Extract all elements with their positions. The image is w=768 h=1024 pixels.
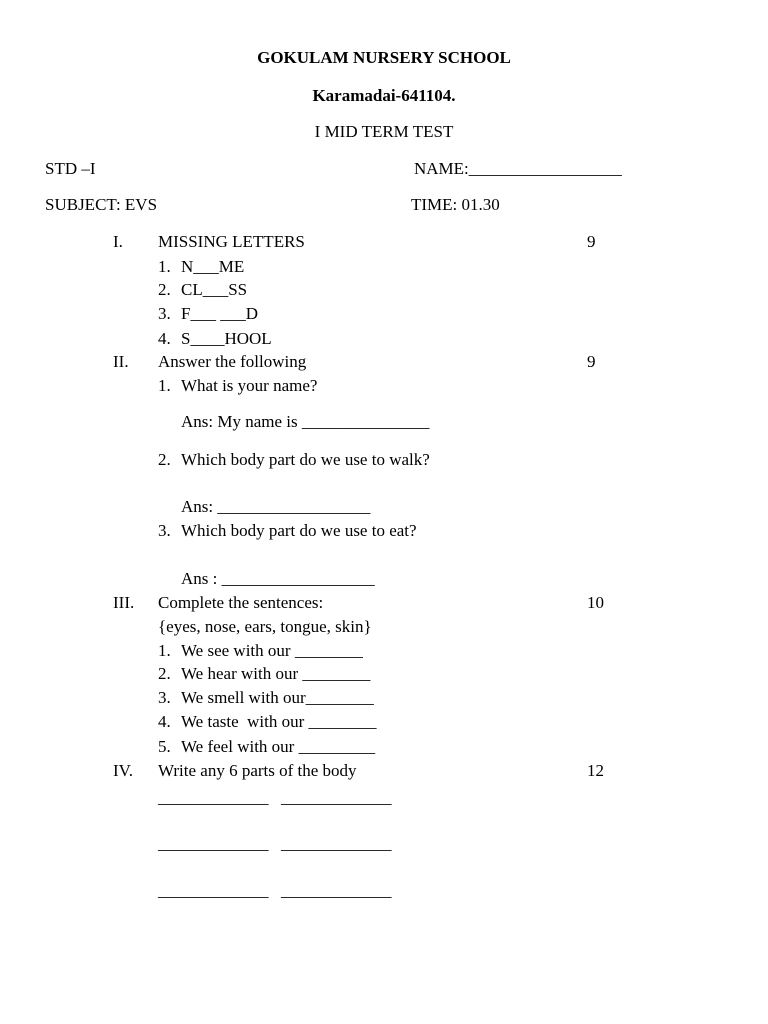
question-number: 2. <box>158 280 171 299</box>
missing-letter-item: F___ ___D <box>181 304 258 323</box>
section-1-numeral: I. <box>113 232 123 251</box>
question-number: 4. <box>158 712 171 731</box>
question-number: 3. <box>158 521 171 540</box>
school-name: GOKULAM NURSERY SCHOOL <box>257 48 511 67</box>
question-number: 2. <box>158 664 171 683</box>
school-address: Karamadai-641104. <box>312 86 456 105</box>
question-number: 3. <box>158 688 171 707</box>
section-3-numeral: III. <box>113 593 135 612</box>
blank-line: _____________ <box>281 881 392 900</box>
missing-letter-item: S____HOOL <box>181 329 272 348</box>
blank-line: _____________ <box>158 788 269 807</box>
name-field: NAME:__________________ <box>414 159 622 178</box>
sentence-item: We see with our ________ <box>181 641 363 660</box>
missing-letter-item: CL___SS <box>181 280 248 299</box>
question-number: 2. <box>158 450 171 469</box>
question-number: 1. <box>158 376 171 395</box>
section-3-marks: 10 <box>587 593 604 612</box>
test-title: I MID TERM TEST <box>314 122 454 141</box>
answer-line: Ans : __________________ <box>181 569 375 588</box>
section-4-title: Write any 6 parts of the body <box>158 761 357 780</box>
blank-line: _____________ <box>281 788 392 807</box>
std-label: STD –I <box>45 159 96 178</box>
sentence-item: We hear with our ________ <box>181 664 371 683</box>
question-number: 3. <box>158 304 171 323</box>
section-1-marks: 9 <box>587 232 596 251</box>
blank-line: _____________ <box>158 881 269 900</box>
time-label: TIME: 01.30 <box>411 195 500 214</box>
blank-line: _____________ <box>281 834 392 853</box>
word-bank: {eyes, nose, ears, tongue, skin} <box>158 617 372 636</box>
section-4-marks: 12 <box>587 761 604 780</box>
sentence-item: We smell with our________ <box>181 688 374 707</box>
answer-line: Ans: __________________ <box>181 497 371 516</box>
subject-label: SUBJECT: EVS <box>45 195 158 214</box>
answer-line: Ans: My name is _______________ <box>181 412 430 431</box>
sentence-item: We feel with our _________ <box>181 737 376 756</box>
question-text: Which body part do we use to walk? <box>181 450 430 469</box>
section-1-title: MISSING LETTERS <box>158 232 305 251</box>
section-2-title: Answer the following <box>158 352 307 371</box>
missing-letter-item: N___ME <box>181 257 245 276</box>
blank-line: _____________ <box>158 834 269 853</box>
question-number: 5. <box>158 737 171 756</box>
question-number: 1. <box>158 257 171 276</box>
section-3-title: Complete the sentences: <box>158 593 324 612</box>
section-2-numeral: II. <box>113 352 129 371</box>
question-text: Which body part do we use to eat? <box>181 521 417 540</box>
section-2-marks: 9 <box>587 352 596 371</box>
sentence-item: We taste with our ________ <box>181 712 377 731</box>
section-4-numeral: IV. <box>113 761 133 780</box>
question-number: 4. <box>158 329 171 348</box>
question-text: What is your name? <box>181 376 318 395</box>
question-number: 1. <box>158 641 171 660</box>
